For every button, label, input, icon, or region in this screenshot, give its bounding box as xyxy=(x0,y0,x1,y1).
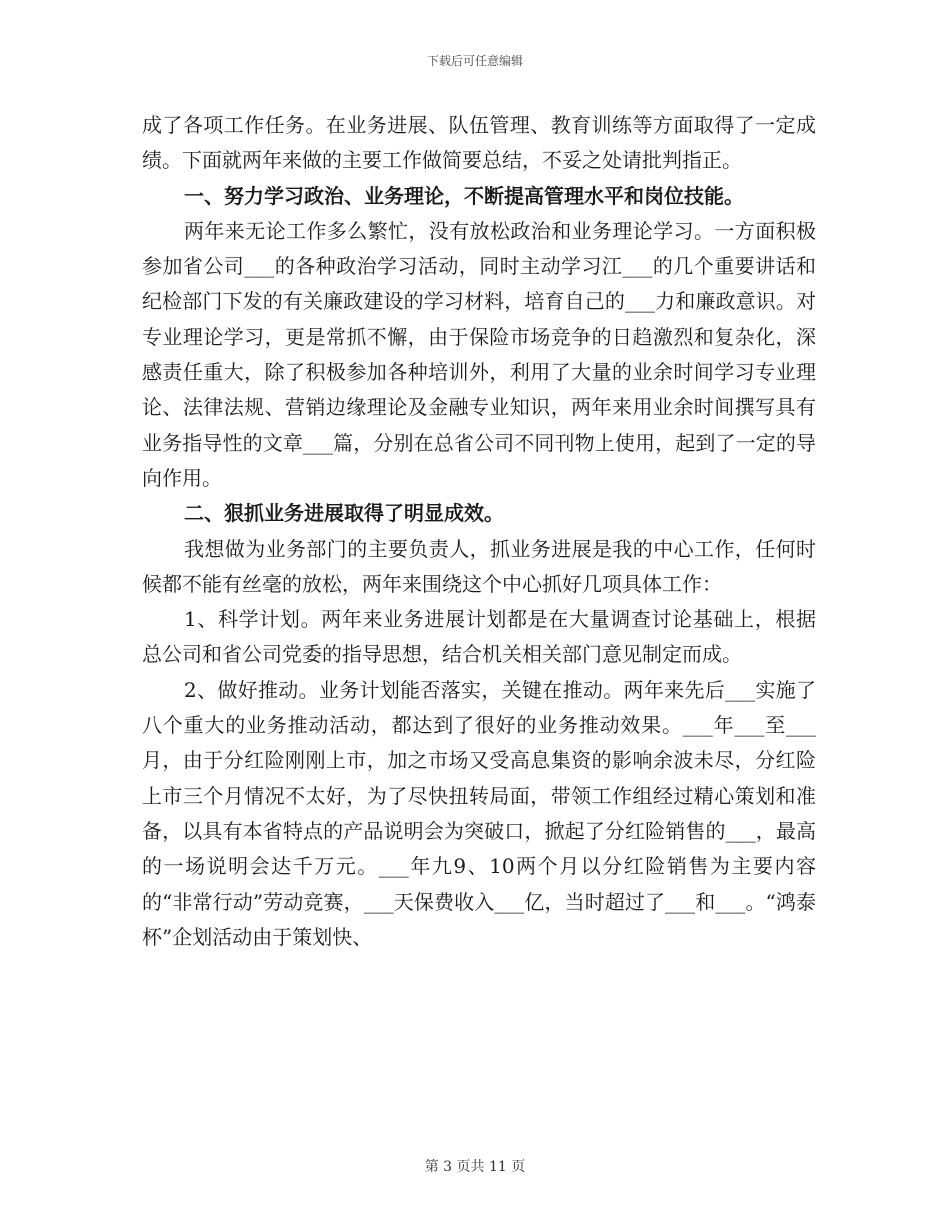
section-heading: 一、努力学习政治、业务理论，不断提高管理水平和岗位技能。 xyxy=(184,183,744,208)
paragraph: 成了各项工作任务。在业务进展、队伍管理、教育训练等方面取得了一定成绩。下面就两年来做的主要工作做简要总结，不妥之处请批判指正。 xyxy=(142,113,816,173)
paragraph: 2、做好推动。业务计划能否落实，关键在推动。两年来先后___实施了八个重大的业务推动活动，都达到了很好的业务推动效果。___年___至___月，由于分红险刚刚上市，加之市场又受高息集资的影响余波未尽，分红险上市三个月情况不太好，为了尽快扭转局面，带领工作组经过精心策划和准备，以具有本省特点的产品说明会为突破口，掀起了分红险销售的___，最高的一场说明会达千万元。___年九9、10两个月以分红险销售为主要内容的“非常行动”劳动竞赛，___天保费收入___亿，当时超过了___和___。“鸿泰杯”企划活动由于策划快、 xyxy=(142,677,816,949)
page-footer: 第 3 页共 11 页 xyxy=(424,1159,526,1175)
section-heading: 二、狠抓业务进展取得了明显成效。 xyxy=(184,501,504,526)
paragraph: 两年来无论工作多么繁忙，没有放松政治和业务理论学习。一方面积极参加省公司___的各种政治学习活动，同时主动学习江___的几个重要讲话和纪检部门下发的有关廉政建设的学习材料，培育自己的___力和廉政意识。对专业理论学习，更是常抓不懈，由于保险市场竞争的日趋激烈和复杂化，深感责任重大，除了积极参加各种培训外，利用了大量的业余时间学习专业理论、法律法规、营销边缘理论及金融专业知识，两年来用业余时间撰写具有业务指导性的文章___篇，分别在总省公司不同刊物上使用，起到了一定的导向作用。 xyxy=(142,218,816,490)
paragraph: 1、科学计划。两年来业务进展计划都是在大量调查讨论基础上，根据总公司和省公司党委的指导思想，结合机关相关部门意见制定而成。 xyxy=(142,607,816,667)
paragraph: 我想做为业务部门的主要负责人，抓业务进展是我的中心工作，任何时候都不能有丝毫的放松，两年来围绕这个中心抓好几项具体工作： xyxy=(142,536,816,596)
page-header: 下载后可任意编辑 xyxy=(426,54,523,68)
document-body xyxy=(142,108,816,955)
